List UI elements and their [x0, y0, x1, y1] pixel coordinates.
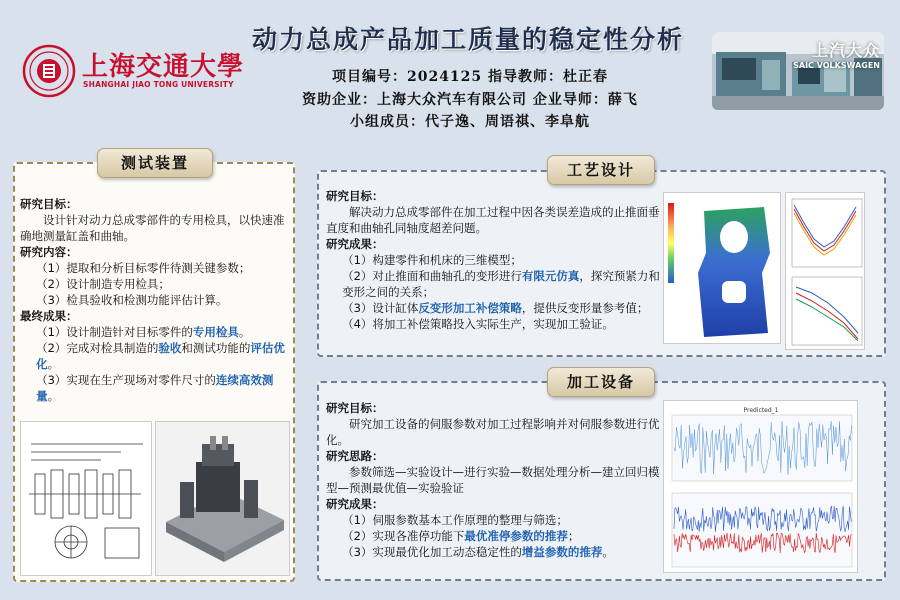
result-heading: 最终成果：: [20, 309, 78, 323]
deformation-curves-graphic: [786, 193, 866, 351]
idea-heading: 研究思路：: [326, 449, 384, 463]
school-name-en: SHANGHAI JIAO TONG UNIVERSITY: [83, 80, 234, 89]
result-highlight: 增益参数的推荐: [521, 545, 603, 559]
goal-heading: 研究目标：: [326, 401, 384, 415]
result-text: （3）设计缸体: [342, 301, 419, 315]
result-text: （2）实现各准停功能下: [342, 529, 465, 543]
result-highlight: 专用检具: [192, 325, 239, 339]
watermark-en: SAIC VOLKSWAGEN: [793, 61, 880, 70]
idea-text: 参数筛选—实验设计—进行实验—数据处理分析—建立回归模型—预测最优值—实验验证: [326, 465, 660, 495]
result-text: ；: [567, 529, 580, 543]
result-heading: 研究成果：: [326, 497, 384, 511]
goal-heading: 研究目标：: [20, 197, 78, 211]
result-highlight: 验收: [158, 341, 182, 355]
servo-signal-charts-image: [663, 400, 858, 573]
fixture-model-graphic: [156, 422, 291, 577]
result-item-1: （1）伺服参数基本工作原理的整理与筛选；: [342, 513, 568, 527]
result-text: （2）完成对检具制造的: [36, 341, 159, 355]
result-item-1: （1）构建零件和机床的三维模型；: [342, 253, 522, 267]
result-item-2: [326, 528, 664, 544]
result-highlight: 评估优化: [36, 341, 285, 371]
result-item-4: （4）将加工补偿策略投入实际生产，实现加工验证。: [342, 317, 614, 331]
content-item: （2）设计制造专用检具；: [36, 277, 170, 291]
university-seal-icon: [22, 44, 76, 98]
members-info: 小组成员：代子逸、周语祺、李阜航: [350, 114, 590, 130]
goal-text: 设计针对动力总成零部件的专用检具，以快速准确地测量缸盖和曲轴。: [20, 213, 285, 243]
result-heading: 研究成果：: [326, 237, 384, 251]
result-item-3: [20, 372, 288, 404]
school-name-cn: 上海交通大學: [82, 52, 245, 82]
crankshaft-drawing-image: [20, 421, 152, 576]
result-item-2: [20, 340, 288, 372]
result-text: 。: [602, 545, 614, 559]
project-info: 项目编号：2024125 指导教师：杜正春: [331, 69, 609, 85]
result-text: （2）对止推面和曲轴孔的变形进行: [342, 269, 522, 283]
test-device-text: [20, 196, 288, 404]
content-item: （3）检具验收和检测功能评估计算。: [36, 293, 228, 307]
result-text: （1）设计制造针对目标零件的: [36, 325, 193, 339]
result-highlight: 连续高效测量: [36, 373, 274, 403]
result-item-2: [326, 268, 664, 300]
machining-equipment-text: [326, 400, 664, 560]
result-highlight: 有限元仿真: [521, 269, 580, 283]
result-item-3: [326, 544, 664, 560]
crankshaft-drawing-graphic: [21, 422, 153, 577]
result-text: （3）实现在生产现场对零件尺寸的: [36, 373, 216, 387]
result-text: 和测试功能的: [181, 341, 251, 355]
watermark-cn: 上汽大众: [811, 41, 880, 60]
goal-heading: 研究目标：: [326, 189, 384, 203]
goal-text: 解决动力总成零部件在加工过程中因各类误差造成的止推面垂直度和曲轴孔同轴度超差问题。: [326, 205, 660, 235]
result-text: （3）实现最优化加工动态稳定性的: [342, 545, 522, 559]
result-highlight: 反变形加工补偿策略: [418, 301, 522, 315]
fea-simulation-image: [663, 192, 781, 344]
tab-test-device: 测试装置: [97, 148, 213, 178]
fixture-model-image: [155, 421, 290, 576]
tab-machining-equipment: 加工设备: [547, 367, 655, 397]
result-text: 。: [238, 325, 251, 339]
result-text: 。: [47, 357, 60, 371]
poster-title: 动力总成产品加工质量的稳定性分析: [251, 25, 684, 54]
result-item-1: [20, 324, 288, 340]
process-design-text: [326, 188, 664, 332]
result-highlight: 最优准停参数的推荐: [464, 529, 568, 543]
result-text: 。: [47, 389, 60, 403]
deformation-curves-image: [785, 192, 865, 350]
saic-vw-watermark: [793, 38, 880, 70]
tab-process-design: 工艺设计: [547, 155, 655, 185]
wave-chart-title: Predicted_1: [743, 407, 779, 414]
goal-text: 研究加工设备的伺服参数对加工过程影响并对伺服参数进行优化。: [326, 417, 660, 447]
factory-photo: [712, 32, 884, 110]
content-item: （1）提取和分析目标零件待测关键参数；: [36, 261, 251, 275]
result-item-3: [326, 300, 664, 316]
sjtu-logo: [22, 44, 245, 100]
result-text: ，探究预紧力和变形之间的关系；: [342, 269, 660, 299]
sponsor-info: 资助企业：上海大众汽车有限公司 企业导师：薛飞: [302, 92, 638, 108]
result-text: ，提供反变形量参考值；: [521, 301, 649, 315]
servo-signal-charts-graphic: [664, 401, 859, 574]
content-heading: 研究内容：: [20, 245, 78, 259]
fea-simulation-graphic: [664, 193, 782, 345]
